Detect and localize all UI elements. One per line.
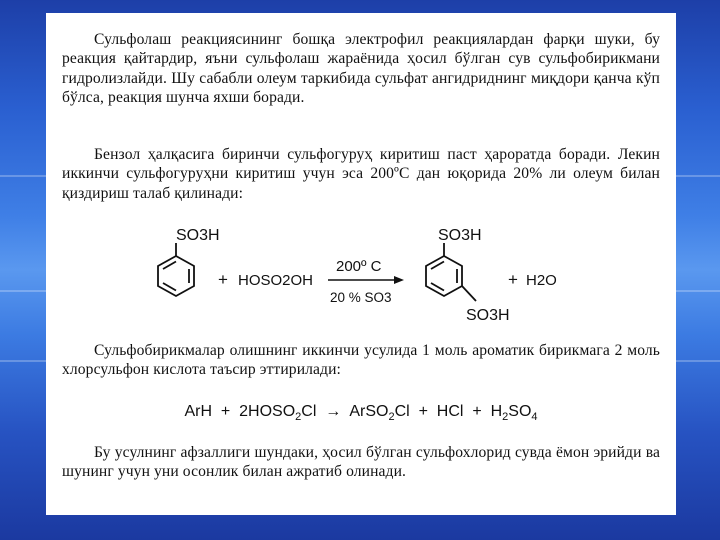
eq-arrow: → [325,403,342,420]
byproduct-water: H2O [526,272,557,289]
eq-sulfuric-acid: $H_2SO_4$ [490,403,538,424]
eq-arene: ArH [184,403,213,420]
reaction-arrow [328,276,404,284]
paragraph4-text: Бу усулнинг афзаллиги шундаки, ҳосил бўлган сульфохлорид сувда ёмон эрийди ва шунинг учун уни осонлик билан ажратиб олинади. [62,444,660,481]
document-page [46,13,676,515]
paragraph2-text: Бензол ҳалқасига биринчи сульфогуруҳ киритиш паст ҳароратда боради. Лекин иккинчи сульфогуруҳни киритиш учун эса 200ºС дан юқорида 20% ли олеум билан қиздириш талаб қилинади: [62,146,660,202]
paragraph3-text: Сульфобирикмалар олишнинг иккинчи усулида 1 моль ароматик бирикмага 2 моль хлорсульфон кислота таъсир эттирилади: [62,342,660,379]
paragraph-method-advantage [62,443,660,482]
eq-sulfonyl-chloride: ArSO$_2$Cl [349,403,410,424]
plus-sign: + [218,270,228,289]
paragraph-second-sulfogroup [62,145,660,203]
eq-plus: + [220,403,231,420]
paragraph1-text: Сульфолаш реакциясининг бошқа электрофил реакциялардан фарқи шуки, бу реакция қайтардир, яъни сульфолаш жараёнида ҳосил бўлган сув сульфобирикмани гидролизлайди. Шу сабабли олеум таркибида сульфат ангидриднинг миқдори қанча кўп бўлса, реакция шунча яхши боради. [62,31,660,107]
benzene-ring-reactant [158,243,194,296]
plus-sign: + [508,270,518,289]
reactant-substituent: SO3H [176,227,220,244]
paragraph-sulfonation-reversibility [62,30,660,108]
eq-plus: + [418,403,428,420]
product-substituent-bottom: SO3H [466,307,510,323]
reagent-formula: HOSO2OH [238,272,314,289]
condition-oleum: 20 % SO3 [330,290,392,305]
eq-plus: + [472,403,482,420]
benzene-ring-product [426,243,476,301]
reaction-scheme-sulfonation [46,223,676,323]
eq-hcl: HCl [436,403,464,420]
eq-chlorosulfonic-acid: $2HOSO_2Cl$ [239,403,317,424]
paragraph-chlorosulfonic-method [62,341,660,380]
product-substituent-top: SO3H [438,227,482,244]
condition-temperature: 200º C [336,258,382,275]
reaction-equation-chlorosulfonation [46,403,676,423]
